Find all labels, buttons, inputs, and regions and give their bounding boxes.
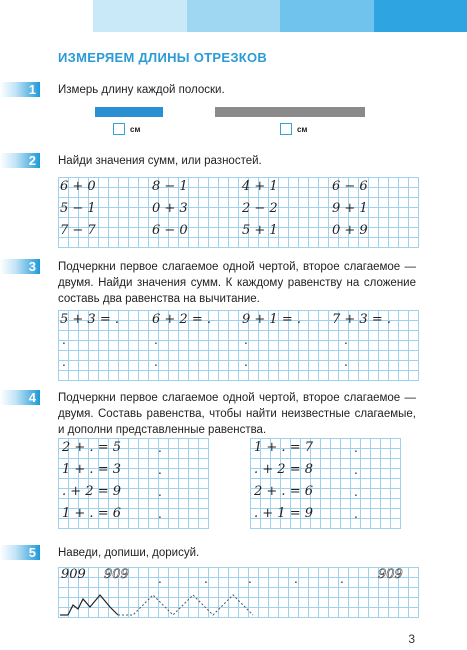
blank-dot: . (158, 441, 162, 455)
unit-label-left: см (130, 125, 141, 134)
blank-dot: . (154, 333, 158, 347)
equation: 5 + 3 = . (60, 312, 119, 327)
equation: 9 + 1 = . (242, 312, 301, 327)
task-number-tab (0, 259, 40, 274)
blank-dot: . (248, 572, 252, 586)
expression: 8 − 1 (152, 179, 188, 194)
expression: 9 + 1 (332, 201, 368, 216)
solid-digits: 909 (61, 567, 86, 582)
blank-dot: . (344, 355, 348, 369)
task4-text: Подчеркни первое слагаемое одной чертой, второе слагаемое — двумя. Составь равенства, чтобы найти неизвестные слагаемые, и дополни представленные равенства. (58, 392, 416, 436)
equation: 7 + 3 = . (332, 312, 391, 327)
task-number-tab (0, 153, 40, 168)
task4-left-grid[interactable] (58, 438, 209, 529)
blank-dot: . (158, 507, 162, 521)
task-number-tab (0, 545, 40, 560)
task-number: 3 (28, 259, 36, 274)
task-number: 5 (28, 545, 36, 560)
blank-dot: . (344, 333, 348, 347)
blank-dot: . (354, 485, 358, 499)
task4-right-grid[interactable] (250, 438, 401, 529)
blank-dot: . (154, 355, 158, 369)
top-bar-segment (374, 0, 467, 32)
equation: 2 + . = 5 (62, 440, 121, 455)
answer-box-left[interactable] (113, 123, 125, 135)
blank-dot: . (62, 333, 66, 347)
page-number: 3 (408, 632, 415, 646)
equation: 1 + . = 3 (62, 462, 121, 477)
task5-text: Наведи, допиши, дорисуй. (58, 547, 200, 559)
top-bar-segment (187, 0, 280, 32)
task3-grid[interactable] (58, 310, 419, 381)
blank-dot: . (204, 572, 208, 586)
equation: . + 2 = 9 (62, 484, 121, 499)
blank-dot: . (158, 463, 162, 477)
expression: 6 − 0 (152, 223, 188, 238)
task5-grid[interactable] (58, 567, 419, 618)
blank-dot: . (158, 485, 162, 499)
expression: 2 − 2 (242, 201, 278, 216)
dotted-digits: 909 (378, 567, 403, 582)
blank-dot: . (354, 441, 358, 455)
equation: 2 + . = 6 (254, 484, 313, 499)
task2-text: Найди значения сумм, или разностей. (58, 155, 262, 167)
blank-dot: . (340, 572, 344, 586)
task3-text: Подчеркни первое слагаемое одной чертой, второе слагаемое — двумя. Найди значения сумм. К каждому равенству на сложение составь два равенства на вычитание. (58, 261, 416, 305)
expression: 4 + 1 (242, 179, 278, 194)
top-bar-segment (280, 0, 373, 32)
expression: 5 − 1 (60, 201, 96, 216)
expression: 7 − 7 (60, 223, 96, 238)
blue-strip (95, 107, 163, 117)
blank-dot: . (354, 507, 358, 521)
task-number-tab (0, 82, 40, 97)
equation: 6 + 2 = . (152, 312, 211, 327)
dotted-digits: 909 (104, 567, 129, 582)
expression: 6 − 6 (332, 179, 368, 194)
page-title: ИЗМЕРЯЕМ ДЛИНЫ ОТРЕЗКОВ (58, 50, 268, 65)
equation: 1 + . = 7 (254, 440, 313, 455)
equation: . + 2 = 8 (254, 462, 313, 477)
top-color-bar (0, 0, 467, 32)
task1-text: Измерь длину каждой полоски. (58, 84, 225, 96)
task-number: 2 (28, 153, 36, 168)
gray-strip (215, 107, 365, 117)
expression: 5 + 1 (242, 223, 278, 238)
equation: . + 1 = 9 (254, 506, 313, 521)
zigzag-drawing (58, 585, 258, 617)
blank-dot: . (244, 333, 248, 347)
equation: 1 + . = 6 (62, 506, 121, 521)
task2-grid[interactable] (58, 177, 419, 248)
top-bar-segment (93, 0, 186, 32)
expression: 6 + 0 (60, 179, 96, 194)
blank-dot: . (244, 355, 248, 369)
blank-dot: . (354, 463, 358, 477)
blank-dot: . (62, 355, 66, 369)
task-number: 1 (28, 82, 36, 97)
expression: 0 + 3 (152, 201, 188, 216)
task-number-tab (0, 390, 40, 405)
expression: 0 + 9 (332, 223, 368, 238)
unit-label-right: см (297, 125, 308, 134)
task-number: 4 (28, 390, 36, 405)
answer-box-right[interactable] (280, 123, 292, 135)
top-bar-segment (0, 0, 93, 32)
blank-dot: . (294, 572, 298, 586)
blank-dot: . (158, 572, 162, 586)
